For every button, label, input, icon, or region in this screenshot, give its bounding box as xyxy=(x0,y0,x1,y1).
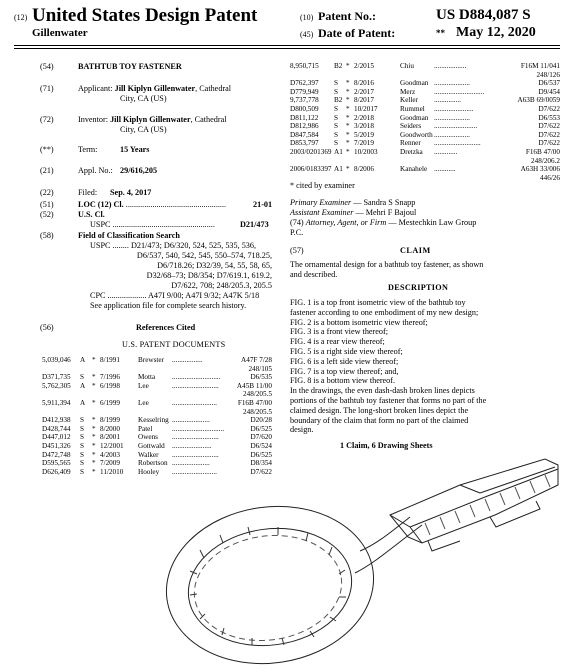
citation-star: * xyxy=(92,373,96,382)
term-label: Term: xyxy=(78,145,98,154)
citation-dots: ........................ xyxy=(434,122,478,131)
citation-class-cont: 446/26 xyxy=(540,173,560,182)
citation-class: D6/525 xyxy=(250,424,272,433)
citation-num: D847,584 xyxy=(290,130,319,139)
citation-name: Merz xyxy=(400,87,416,96)
citation-kind: S xyxy=(334,87,338,96)
applicant-line xyxy=(78,84,231,94)
citation-dots: ...................... xyxy=(172,442,212,450)
citation-num: D472,748 xyxy=(42,450,71,459)
citation-date: 8/2017 xyxy=(354,96,374,105)
field-search-line-5: D7/622, 708; 248/205.3, 205.5 xyxy=(171,281,272,290)
code-72: (72) xyxy=(40,115,54,124)
patent-number: US D884,087 S xyxy=(436,7,531,23)
citation-name: Gottwald xyxy=(138,442,165,450)
us-docs-heading: U.S. PATENT DOCUMENTS xyxy=(122,340,226,349)
citation-name: Lee xyxy=(138,399,149,407)
citation-star: * xyxy=(346,148,350,156)
code-54: (54) xyxy=(40,62,54,71)
citation-star: * xyxy=(92,433,96,442)
filed-label: Filed: xyxy=(78,188,98,197)
description-line: FIG. 3 is a front view thereof; xyxy=(290,327,388,337)
citation-name: Robertson xyxy=(138,459,168,468)
appl-no-value: 29/616,205 xyxy=(120,166,158,175)
citation-dots: .......................... xyxy=(434,139,481,148)
citation-name: Goodman xyxy=(400,113,429,122)
citation-class: D7/622 xyxy=(538,105,560,113)
citation-star: * xyxy=(92,416,96,425)
inventor-short: Gillenwater xyxy=(32,27,88,39)
citation-kind: S xyxy=(334,130,338,139)
header-rule-bottom xyxy=(14,48,560,49)
citation-star: * xyxy=(346,113,350,122)
field-search-line-3: D6/718.26; D32/39, 54, 55, 58, 65, xyxy=(157,261,272,270)
citation-num: 2003/0201369 xyxy=(290,148,332,156)
citation-dots: ................. xyxy=(172,356,203,364)
citation-date: 8/2000 xyxy=(100,424,120,433)
citation-class: D7/622 xyxy=(538,122,560,131)
citation-class: F16B 47/00 xyxy=(525,148,560,156)
citation-date: 8/2001 xyxy=(100,433,120,442)
citation-star: * xyxy=(346,165,350,174)
citation-star: * xyxy=(92,424,96,433)
citation-date: 8/2006 xyxy=(354,165,374,174)
citation-kind: S xyxy=(334,79,338,88)
citation-dots: .................... xyxy=(434,113,470,122)
citation-name: Motta xyxy=(138,373,156,382)
citation-class-cont: 248/126 xyxy=(536,70,560,79)
citation-name: Seiders xyxy=(400,122,422,131)
citation-class: D9/454 xyxy=(538,87,560,96)
description-line: In the drawings, the even dash-dash broken lines depicts xyxy=(290,386,475,396)
citation-class-cont: 248/105 xyxy=(248,364,272,373)
field-search-line-4: D32/68–73; D8/354; D7/619.1, 619.2, xyxy=(146,271,272,280)
citation-star: * xyxy=(346,87,350,96)
code-45: (45) xyxy=(300,30,314,39)
citation-star: * xyxy=(346,79,350,88)
citation-name: Renner xyxy=(400,139,421,148)
primary-examiner: — Sandra S Snapp xyxy=(351,198,416,207)
citation-dots: ............. xyxy=(434,148,458,156)
description-line: FIG. 4 is a rear view thereof; xyxy=(290,337,385,347)
citation-class: A47F 7/28 xyxy=(241,356,272,364)
citation-num: D800,509 xyxy=(290,105,319,113)
citation-star: * xyxy=(92,450,96,459)
inventor-loc-2: City, CA (US) xyxy=(120,125,167,134)
citation-kind: A xyxy=(80,381,86,390)
citation-class: D6/537 xyxy=(538,79,560,88)
code-71: (71) xyxy=(40,84,54,93)
code-74: (74) xyxy=(290,218,304,227)
uspc-dots: .................................................. xyxy=(110,220,215,229)
code-term: (**) xyxy=(40,145,54,154)
description-line: FIG. 7 is a top view thereof; and, xyxy=(290,366,399,376)
citation-num: D371,735 xyxy=(42,373,71,382)
attorney-line xyxy=(290,218,476,228)
citation-kind: B2 xyxy=(334,96,343,105)
citation-num: D811,122 xyxy=(290,113,319,122)
citation-class: F16B 47/00 xyxy=(237,399,272,407)
code-58: (58) xyxy=(40,231,54,240)
citation-kind: S xyxy=(334,105,338,113)
citation-class: D6/535 xyxy=(250,373,272,382)
citation-class: D7/620 xyxy=(250,433,272,442)
attorney-cont: P.C. xyxy=(290,228,304,237)
citation-name: Kanahele xyxy=(400,165,428,174)
description-line: FIG. 6 is a left side view thereof; xyxy=(290,356,399,366)
filed-value: Sep. 4, 2017 xyxy=(110,188,152,197)
citation-date: 11/2010 xyxy=(100,467,124,476)
design-title: BATHTUB TOY FASTENER xyxy=(78,62,182,71)
citation-dots: ......................... xyxy=(172,399,217,407)
loc-line xyxy=(78,200,273,210)
citation-kind: S xyxy=(80,467,84,476)
citation-date: 5/2019 xyxy=(354,130,374,139)
citation-date: 2/2017 xyxy=(354,87,374,96)
citation-class: D7/622 xyxy=(538,130,560,139)
citation-class: F16M 11/041 xyxy=(520,62,560,70)
applicant-label: Applicant: xyxy=(78,84,113,93)
description-heading: DESCRIPTION xyxy=(388,283,449,292)
citation-date: 7/2009 xyxy=(100,459,120,468)
citation-kind: S xyxy=(80,433,84,442)
citation-name: Hooley xyxy=(138,467,160,476)
citation-date: 7/1996 xyxy=(100,373,120,382)
citation-date: 2/2018 xyxy=(354,113,374,122)
claim-text-1: The ornamental design for a bathtub toy fastener, as shown xyxy=(290,260,484,269)
citation-star: * xyxy=(346,130,350,139)
citation-num: D762,397 xyxy=(290,79,319,88)
citation-name: Lee xyxy=(138,381,149,390)
applicant-name: Jill Kiplyn Gillenwater xyxy=(114,84,196,93)
citation-kind: A xyxy=(80,399,86,407)
citation-dots: .................... xyxy=(434,130,470,139)
description-line: FIG. 5 is a right side view thereof; xyxy=(290,347,403,356)
field-search-line-2: D6/537, 540, 542, 545, 550–574, 718.25, xyxy=(136,251,272,260)
citation-name: Patel xyxy=(138,424,153,433)
patent-type-title: United States Design Patent xyxy=(32,5,258,26)
citation-kind: S xyxy=(334,122,338,131)
code-22: (22) xyxy=(40,188,54,197)
claim-text-2: and described. xyxy=(290,270,338,279)
citation-num: D853,797 xyxy=(290,139,319,148)
citation-kind: S xyxy=(80,459,84,468)
term-value: 15 Years xyxy=(120,145,150,154)
citation-class: D6/525 xyxy=(250,450,272,459)
citation-kind: S xyxy=(80,442,84,450)
citation-dots: .......................... xyxy=(172,381,219,390)
citation-star: * xyxy=(92,399,96,407)
citation-date: 8/1999 xyxy=(100,416,120,425)
citation-class: A45B 11/00 xyxy=(236,381,272,390)
citation-date: 8/2016 xyxy=(354,79,374,88)
claim-heading: CLAIM xyxy=(400,246,431,255)
bathtub-toy-fastener-drawing xyxy=(160,455,565,670)
appl-no-label: Appl. No.: xyxy=(78,166,113,175)
citation-name: Goodman xyxy=(400,79,429,88)
loc-label: LOC (12) Cl. xyxy=(78,200,124,209)
citation-date: 3/2018 xyxy=(354,122,374,131)
claims-sheets-summary: 1 Claim, 6 Drawing Sheets xyxy=(340,441,433,450)
citation-star: * xyxy=(346,122,350,131)
citation-num: D447,012 xyxy=(42,433,71,442)
citation-num: 5,911,394 xyxy=(42,399,71,407)
citation-dots: ........................... xyxy=(172,373,221,382)
citation-dots: ............... xyxy=(434,96,461,105)
primary-examiner-label: Primary Examiner xyxy=(290,198,352,207)
citation-class-cont: 248/205.5 xyxy=(243,407,272,416)
citation-date: 10/2003 xyxy=(354,148,378,156)
cited-by-examiner: * cited by examiner xyxy=(290,181,355,190)
inventor-name: Jill Kiplyn Gillenwater xyxy=(110,115,191,124)
citation-dots: ...................... xyxy=(434,105,474,113)
citation-name: Dretzka xyxy=(400,148,423,156)
primary-examiner-line xyxy=(290,198,415,208)
citation-num: 5,762,305 xyxy=(42,381,71,390)
citation-kind: S xyxy=(80,373,84,382)
citation-name: Rummel xyxy=(400,105,425,113)
header-rule-top xyxy=(14,45,560,46)
applicant-loc-2: City, CA (US) xyxy=(120,94,167,103)
field-search-cpc: CPC ................... A47I 9/00; A47I 9/32; A47K 5/18 xyxy=(90,291,260,300)
citation-dots: .................. xyxy=(434,62,467,70)
citation-date: 6/1998 xyxy=(100,381,120,390)
citation-kind: S xyxy=(80,450,84,459)
citation-num: 9,737,778 xyxy=(290,96,319,105)
code-51: (51) xyxy=(40,200,54,209)
attorney-label: Attorney, Agent, or Firm xyxy=(305,218,387,227)
citation-dots: ............ xyxy=(434,165,456,174)
assistant-examiner-label: Assistant Examiner xyxy=(290,208,354,217)
uspc-label: USPC xyxy=(90,220,111,229)
references-cited-label: References Cited xyxy=(136,323,196,332)
citation-dots: ......................... xyxy=(172,467,217,476)
citation-star: * xyxy=(92,356,96,364)
citation-star: * xyxy=(346,105,350,113)
inventor-loc-1: , Cathedral xyxy=(190,115,227,124)
description-line: claimed design. The long-short broken lines depict the xyxy=(290,405,469,415)
citation-class: A63H 33/006 xyxy=(520,165,560,174)
description-line: portions of the bathtub toy fastener that forms no part of the xyxy=(290,396,487,405)
citation-class: D20/28 xyxy=(250,416,272,425)
citation-dots: ............................ xyxy=(434,87,485,96)
citation-star: * xyxy=(346,139,350,148)
citation-name: Keller xyxy=(400,96,418,105)
loc-dots: ................................................. xyxy=(123,200,227,209)
citation-class: A63B 69/0059 xyxy=(517,96,560,105)
code-21: (21) xyxy=(40,166,54,175)
citation-class: D8/354 xyxy=(250,459,272,468)
citation-star: * xyxy=(92,459,96,468)
citation-kind: B2 xyxy=(334,62,343,70)
citation-kind: A1 xyxy=(334,148,343,156)
citation-kind: S xyxy=(334,113,338,122)
citation-dots: ..................... xyxy=(172,459,210,468)
fastener-neck xyxy=(355,517,422,573)
citation-name: Kesselring xyxy=(138,416,169,425)
citation-name: Walker xyxy=(138,450,159,459)
citation-class: D7/622 xyxy=(250,467,272,476)
citation-num: D451,326 xyxy=(42,442,71,450)
citation-dots: .......................... xyxy=(172,450,219,459)
citation-num: D428,744 xyxy=(42,424,71,433)
citation-kind: A1 xyxy=(334,165,343,174)
citation-dots: .......................... xyxy=(172,433,219,442)
code-57: (57) xyxy=(290,246,304,255)
description-line: fastener according to one embodiment of my new design; xyxy=(290,307,479,317)
us-cl-label: U.S. Cl. xyxy=(78,210,105,219)
date-stars: ** xyxy=(436,28,445,38)
citation-kind: S xyxy=(80,416,84,425)
fastener-ring-outer xyxy=(160,493,384,670)
citation-dots: ..................... xyxy=(172,416,210,425)
citation-class-cont: 248/206.2 xyxy=(531,156,560,165)
code-10: (10) xyxy=(300,13,314,22)
citation-class: D7/622 xyxy=(538,139,560,148)
assistant-examiner-line xyxy=(290,208,416,218)
citation-num: D812,986 xyxy=(290,122,319,131)
attorney: — Mestechkin Law Group xyxy=(386,218,477,227)
citation-num: D626,409 xyxy=(42,467,71,476)
fastener-ring-inner xyxy=(181,518,360,656)
citation-num: D779,949 xyxy=(290,87,319,96)
citation-date: 4/2003 xyxy=(100,450,120,459)
citation-name: Brewster xyxy=(138,356,164,364)
citation-name: Goodworth xyxy=(400,130,433,139)
citation-num: D595,565 xyxy=(42,459,71,468)
inventor-label: Inventor: xyxy=(78,115,109,124)
description-line: FIG. 1 is a top front isometric view of the bathtub toy xyxy=(290,298,466,307)
patent-no-label: Patent No.: xyxy=(318,9,376,23)
citation-dots: ............................. xyxy=(172,424,225,433)
citation-date: 2/2015 xyxy=(354,62,374,70)
field-search-label: Field of Classification Search xyxy=(78,231,180,240)
citation-kind: A xyxy=(80,356,86,364)
description-line: boundary of the claim that form no part of the claimed xyxy=(290,415,469,425)
citation-kind: S xyxy=(334,139,338,148)
description-line: design. xyxy=(290,425,314,435)
description-line: FIG. 8 is a bottom view thereof. xyxy=(290,376,396,386)
inventor-line xyxy=(78,115,227,125)
citation-num: D412,938 xyxy=(42,416,71,425)
citation-name: Owens xyxy=(138,433,158,442)
citation-date: 10/2017 xyxy=(354,105,378,113)
citation-class: D6/553 xyxy=(538,113,560,122)
loc-value: 21-01 xyxy=(253,200,273,209)
code-56: (56) xyxy=(40,323,54,332)
citation-star: * xyxy=(346,62,350,70)
date-label: Date of Patent: xyxy=(318,26,396,40)
citation-date: 8/1991 xyxy=(100,356,120,364)
assistant-examiner: — Mehri F Bajoul xyxy=(353,208,417,217)
citation-star: * xyxy=(92,442,96,450)
citation-star: * xyxy=(92,381,96,390)
uspc-line xyxy=(90,220,265,230)
field-search-line-1: USPC ........ D21/473; D6/320, 524, 525, 535, 536, xyxy=(90,241,257,250)
citation-dots: .................... xyxy=(434,79,470,88)
citation-star: * xyxy=(346,96,350,105)
citation-num: 5,039,046 xyxy=(42,356,71,364)
code-12: (12) xyxy=(14,13,28,22)
citation-name: Chiu xyxy=(400,62,414,70)
citation-date: 12/2001 xyxy=(100,442,124,450)
description-line: FIG. 2 is a bottom isometric view thereof; xyxy=(290,317,428,327)
citation-class: D6/524 xyxy=(250,442,272,450)
applicant-loc-1: , Cathedral xyxy=(195,84,232,93)
citation-date: 7/2019 xyxy=(354,139,374,148)
citation-num: 8,950,715 xyxy=(290,62,319,70)
citation-date: 6/1999 xyxy=(100,399,120,407)
citation-kind: S xyxy=(80,424,84,433)
citation-num: 2006/0183397 xyxy=(290,165,332,174)
citation-class-cont: 248/205.5 xyxy=(243,390,272,399)
citation-star: * xyxy=(92,467,96,476)
code-52: (52) xyxy=(40,210,54,219)
uspc-value: D21/473 xyxy=(240,220,269,229)
issue-date: May 12, 2020 xyxy=(456,25,536,40)
field-search-note: See application file for complete search history. xyxy=(90,301,247,310)
